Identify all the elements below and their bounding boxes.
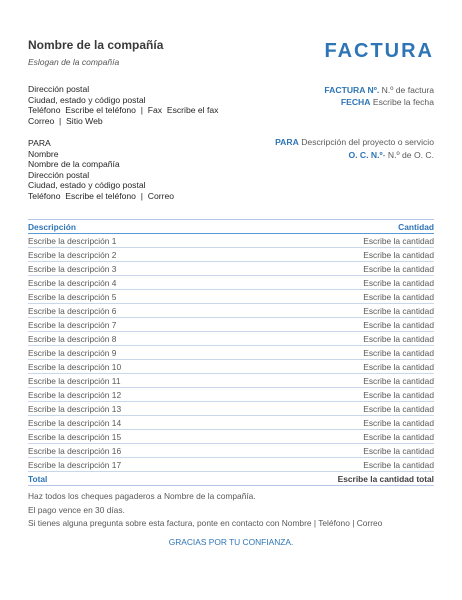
recipient-line: Dirección postal (28, 169, 90, 180)
item-quantity: Escribe la cantidad (228, 430, 434, 444)
recipient-line: Teléfono Escribe el teléfono | Correo (28, 190, 175, 201)
project-row (275, 136, 434, 149)
table-row (28, 346, 434, 360)
sender-line: Correo | Sitio Web (28, 115, 103, 126)
recipient-line: Nombre (28, 148, 59, 159)
column-description: Descripción (28, 220, 228, 234)
note-line: Si tienes alguna pregunta sobre esta factura, ponte en contacto con Nombre | Teléfono | Correo (28, 518, 383, 528)
project-value: Descripción del proyecto o servicio (301, 137, 434, 147)
invoice-date-value: Escribe la fecha (372, 97, 434, 107)
table-row (28, 262, 434, 276)
invoice-date-row (324, 96, 434, 108)
sender-line: Ciudad, estado y código postal (28, 94, 146, 105)
item-quantity: Escribe la cantidad (228, 304, 434, 318)
table-row (28, 332, 434, 346)
items-table (28, 219, 434, 486)
thank-you-message: GRACIAS POR TU CONFIANZA. (168, 537, 294, 547)
total-value: Escribe la cantidad total (228, 472, 434, 486)
recipient-line: Nombre de la compañía (28, 159, 120, 169)
item-description: Escribe la descripción 1 (28, 234, 228, 248)
recipient-heading: PARA (28, 138, 51, 148)
item-quantity: Escribe la cantidad (228, 262, 434, 276)
table-row (28, 416, 434, 430)
table-row (28, 430, 434, 444)
project-label: PARA (275, 137, 299, 147)
company-slogan: Eslogan de la compañía (28, 57, 120, 67)
item-description: Escribe la descripción 4 (28, 276, 228, 290)
item-description: Escribe la descripción 15 (28, 430, 228, 444)
sender-line: Teléfono Escribe el teléfono | Fax Escribe el fax (28, 105, 219, 115)
item-quantity: Escribe la cantidad (228, 346, 434, 360)
item-quantity: Escribe la cantidad (228, 248, 434, 262)
item-description: Escribe la descripción 14 (28, 416, 228, 430)
project-info (275, 136, 434, 161)
item-description: Escribe la descripción 6 (28, 304, 228, 318)
item-quantity: Escribe la cantidad (228, 318, 434, 332)
item-quantity: Escribe la cantidad (228, 458, 434, 472)
item-quantity: Escribe la cantidad (228, 276, 434, 290)
item-quantity: Escribe la cantidad (228, 332, 434, 346)
table-row (28, 458, 434, 472)
item-quantity: Escribe la cantidad (228, 290, 434, 304)
item-quantity: Escribe la cantidad (228, 388, 434, 402)
po-value: - N.º de O. C. (382, 149, 434, 160)
table-row (28, 360, 434, 374)
note-line: El pago vence en 30 días. (28, 504, 125, 515)
table-row (28, 248, 434, 262)
sender-address (28, 84, 218, 126)
recipient-address (28, 138, 174, 201)
note-line: Haz todos los cheques pagaderos a Nombre de la compañía. (28, 491, 256, 501)
item-quantity: Escribe la cantidad (228, 234, 434, 248)
table-row (28, 318, 434, 332)
table-row (28, 304, 434, 318)
table-row (28, 290, 434, 304)
table-row (28, 444, 434, 458)
payment-notes (28, 490, 382, 531)
item-quantity: Escribe la cantidad (228, 444, 434, 458)
item-description: Escribe la descripción 10 (28, 360, 228, 374)
table-row (28, 374, 434, 388)
table-row (28, 402, 434, 416)
table-row (28, 234, 434, 248)
table-header-row (28, 220, 434, 234)
invoice-number-label: FACTURA Nº. (324, 85, 380, 95)
invoice-date-label: FECHA (340, 97, 371, 107)
item-quantity: Escribe la cantidad (228, 374, 434, 388)
item-quantity: Escribe la cantidad (228, 402, 434, 416)
company-name: Nombre de la compañía (28, 38, 164, 52)
invoice-number-value: N.º de factura (381, 85, 434, 95)
item-description: Escribe la descripción 5 (28, 290, 228, 304)
item-description: Escribe la descripción 8 (28, 332, 228, 346)
invoice-title: FACTURA (324, 40, 434, 62)
item-description: Escribe la descripción 16 (28, 444, 228, 458)
table-row (28, 276, 434, 290)
item-quantity: Escribe la cantidad (228, 416, 434, 430)
invoice-meta (324, 84, 434, 108)
column-quantity: Cantidad (228, 220, 434, 234)
item-description: Escribe la descripción 9 (28, 346, 228, 360)
total-row (28, 472, 434, 486)
item-description: Escribe la descripción 3 (28, 262, 228, 276)
item-description: Escribe la descripción 13 (28, 402, 228, 416)
po-label: O. C. N.º (348, 149, 383, 160)
total-label: Total (28, 472, 228, 486)
table-row (28, 388, 434, 402)
item-description: Escribe la descripción 12 (28, 388, 228, 402)
item-description: Escribe la descripción 2 (28, 248, 228, 262)
invoice-number-row (324, 84, 434, 96)
item-description: Escribe la descripción 7 (28, 318, 228, 332)
sender-line: Dirección postal (28, 84, 90, 94)
item-description: Escribe la descripción 17 (28, 458, 228, 472)
recipient-line: Ciudad, estado y código postal (28, 180, 146, 190)
po-row (275, 149, 434, 162)
item-description: Escribe la descripción 11 (28, 374, 228, 388)
item-quantity: Escribe la cantidad (228, 360, 434, 374)
